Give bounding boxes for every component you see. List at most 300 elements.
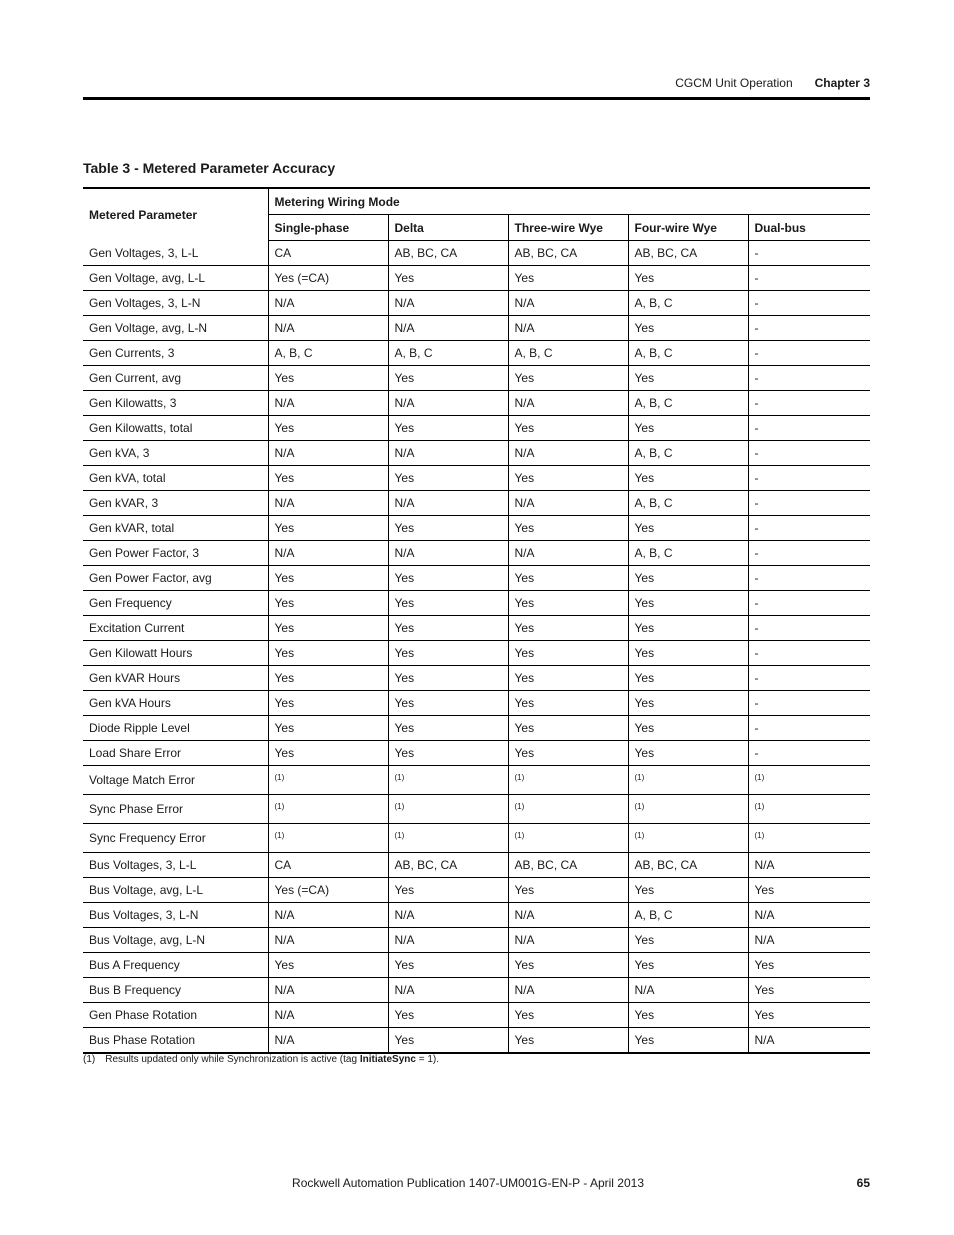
value-cell xyxy=(748,266,870,291)
table-cell: (1) xyxy=(514,802,525,811)
table-cell: Yes xyxy=(634,671,655,685)
table-cell: - xyxy=(754,521,759,535)
value-cell xyxy=(748,291,870,316)
value-cell xyxy=(388,416,508,441)
table-cell: Yes xyxy=(634,571,655,585)
table-cell: Yes xyxy=(514,696,535,710)
value-cell xyxy=(388,566,508,591)
value-cell xyxy=(388,1003,508,1028)
footnote-text-after: = 1). xyxy=(415,1054,440,1065)
value-cell xyxy=(748,795,870,824)
parameter-name: Gen Power Factor, avg xyxy=(89,571,212,585)
value-cell xyxy=(388,928,508,953)
parameter-name: Gen Current, avg xyxy=(89,371,182,385)
parameter-name: Gen Power Factor, 3 xyxy=(89,546,200,560)
table-cell: (1) xyxy=(514,773,525,782)
value-cell xyxy=(748,441,870,466)
table-cell: N/A xyxy=(394,983,415,997)
table-cell: N/A xyxy=(274,321,295,335)
table-cell: N/A xyxy=(754,908,775,922)
parameter-name: Gen Voltage, avg, L-N xyxy=(89,321,208,335)
value-cell xyxy=(388,541,508,566)
table-row xyxy=(83,903,870,928)
value-cell xyxy=(508,691,628,716)
table-cell: Yes xyxy=(514,621,535,635)
value-cell xyxy=(268,878,388,903)
value-cell xyxy=(628,1003,748,1028)
table-cell: Yes xyxy=(394,646,415,660)
running-header xyxy=(675,76,870,90)
table-row xyxy=(83,616,870,641)
value-cell xyxy=(628,416,748,441)
parameter-cell xyxy=(83,516,268,541)
table-row xyxy=(83,466,870,491)
table-cell: Yes xyxy=(274,471,295,485)
value-cell xyxy=(388,291,508,316)
table-cell: - xyxy=(754,721,759,735)
parameter-cell xyxy=(83,266,268,291)
value-cell xyxy=(268,641,388,666)
table-cell: - xyxy=(754,321,759,335)
table-cell: Yes xyxy=(394,371,415,385)
parameter-cell xyxy=(83,878,268,903)
table-cell: Yes xyxy=(514,958,535,972)
value-cell xyxy=(508,741,628,766)
parameter-cell xyxy=(83,641,268,666)
table-cell: Yes (=CA) xyxy=(274,883,330,897)
value-cell xyxy=(508,391,628,416)
table-row xyxy=(83,824,870,853)
value-cell xyxy=(268,716,388,741)
table-cell: - xyxy=(754,596,759,610)
parameter-name: Gen kVAR, 3 xyxy=(89,496,159,510)
table-cell: N/A xyxy=(394,396,415,410)
table-cell: N/A xyxy=(514,446,535,460)
value-cell xyxy=(388,666,508,691)
parameter-name: Gen Phase Rotation xyxy=(89,1008,198,1022)
table-row xyxy=(83,741,870,766)
value-cell xyxy=(748,641,870,666)
table-cell: Yes xyxy=(634,721,655,735)
table-cell: - xyxy=(754,446,759,460)
table-cell: - xyxy=(754,646,759,660)
table-cell: Yes xyxy=(274,646,295,660)
table-cell: N/A xyxy=(754,933,775,947)
table-cell: N/A xyxy=(514,546,535,560)
parameter-cell xyxy=(83,591,268,616)
value-cell xyxy=(268,795,388,824)
table-cell: AB, BC, CA xyxy=(394,246,458,260)
table-row xyxy=(83,928,870,953)
table-row xyxy=(83,341,870,366)
table-cell: Yes xyxy=(394,596,415,610)
table-cell: Yes xyxy=(514,371,535,385)
table-cell: N/A xyxy=(394,321,415,335)
table-cell: Yes xyxy=(394,746,415,760)
parameter-name: Excitation Current xyxy=(89,621,185,635)
value-cell xyxy=(508,766,628,795)
footnote-tag: InitiateSync xyxy=(359,1054,416,1065)
parameter-cell xyxy=(83,795,268,824)
table-cell: Yes xyxy=(394,671,415,685)
table-cell: (1) xyxy=(274,831,285,840)
value-cell xyxy=(748,903,870,928)
parameter-cell xyxy=(83,316,268,341)
table-row xyxy=(83,641,870,666)
parameter-name: Gen Voltages, 3, L-N xyxy=(89,296,201,310)
table-cell: Yes xyxy=(514,1008,535,1022)
value-cell xyxy=(628,953,748,978)
table-cell: A, B, C xyxy=(634,396,673,410)
parameter-cell xyxy=(83,291,268,316)
table-cell: N/A xyxy=(514,321,535,335)
value-cell xyxy=(508,291,628,316)
value-cell xyxy=(508,516,628,541)
table-cell: A, B, C xyxy=(514,346,553,360)
table-cell: Yes xyxy=(274,571,295,585)
value-cell xyxy=(748,366,870,391)
parameter-name: Bus Voltages, 3, L-N xyxy=(89,908,199,922)
table-cell: - xyxy=(754,671,759,685)
table-cell: AB, BC, CA xyxy=(634,858,698,872)
value-cell xyxy=(748,878,870,903)
table-cell: (1) xyxy=(754,773,765,782)
value-cell xyxy=(508,1003,628,1028)
table-cell: Yes xyxy=(514,671,535,685)
value-cell xyxy=(748,491,870,516)
value-cell xyxy=(748,466,870,491)
value-cell xyxy=(628,516,748,541)
value-cell xyxy=(628,266,748,291)
table-cell: CA xyxy=(274,858,292,872)
value-cell xyxy=(508,366,628,391)
parameter-cell xyxy=(83,1028,268,1054)
value-cell xyxy=(268,266,388,291)
table-cell: Yes xyxy=(634,1033,655,1047)
value-cell xyxy=(388,824,508,853)
value-cell xyxy=(508,878,628,903)
value-cell xyxy=(268,1028,388,1054)
parameter-cell xyxy=(83,903,268,928)
table-cell: Yes xyxy=(514,271,535,285)
parameter-cell xyxy=(83,928,268,953)
table-cell: Yes xyxy=(514,521,535,535)
table-cell: (1) xyxy=(394,773,405,782)
table-cell: (1) xyxy=(754,802,765,811)
table-cell: A, B, C xyxy=(634,446,673,460)
table-cell: Yes xyxy=(394,571,415,585)
value-cell xyxy=(388,641,508,666)
section-title: CGCM Unit Operation xyxy=(675,76,793,90)
table-cell: - xyxy=(754,571,759,585)
value-cell xyxy=(388,616,508,641)
table-cell: A, B, C xyxy=(634,296,673,310)
table-cell: Yes xyxy=(394,471,415,485)
value-cell xyxy=(268,1003,388,1028)
parameter-name: Load Share Error xyxy=(89,746,182,760)
value-cell xyxy=(268,853,388,878)
table-cell: (1) xyxy=(634,802,645,811)
table-cell: A, B, C xyxy=(394,346,433,360)
table-cell: (1) xyxy=(274,802,285,811)
table-cell: AB, BC, CA xyxy=(634,246,698,260)
table-cell: Yes xyxy=(634,958,655,972)
table-cell: (1) xyxy=(514,831,525,840)
value-cell xyxy=(268,691,388,716)
value-cell xyxy=(508,953,628,978)
value-cell xyxy=(748,541,870,566)
parameter-name: Bus A Frequency xyxy=(89,958,180,972)
parameter-cell xyxy=(83,666,268,691)
column-header: Single-phase xyxy=(268,215,388,241)
table-cell: N/A xyxy=(274,908,295,922)
value-cell xyxy=(628,691,748,716)
value-cell xyxy=(388,316,508,341)
table-cell: AB, BC, CA xyxy=(514,246,578,260)
table-cell: Yes xyxy=(394,421,415,435)
table-row xyxy=(83,491,870,516)
parameter-cell xyxy=(83,616,268,641)
value-cell xyxy=(628,391,748,416)
value-cell xyxy=(748,766,870,795)
value-cell xyxy=(628,1028,748,1054)
value-cell xyxy=(268,341,388,366)
parameter-cell xyxy=(83,391,268,416)
parameter-cell xyxy=(83,953,268,978)
value-cell xyxy=(628,241,748,266)
table-row xyxy=(83,716,870,741)
table-cell: N/A xyxy=(514,396,535,410)
value-cell xyxy=(268,928,388,953)
chapter-label: Chapter 3 xyxy=(814,76,870,90)
parameter-name: Gen Frequency xyxy=(89,596,172,610)
parameter-cell xyxy=(83,716,268,741)
value-cell xyxy=(268,291,388,316)
value-cell xyxy=(388,853,508,878)
table-cell: AB, BC, CA xyxy=(514,858,578,872)
value-cell xyxy=(508,591,628,616)
table-row xyxy=(83,541,870,566)
value-cell xyxy=(748,516,870,541)
table-cell: Yes xyxy=(514,421,535,435)
table-cell: - xyxy=(754,346,759,360)
table-row xyxy=(83,1003,870,1028)
table-row xyxy=(83,766,870,795)
table-cell: - xyxy=(754,271,759,285)
footnote xyxy=(83,1054,439,1065)
table-cell: N/A xyxy=(514,983,535,997)
column-header: Delta xyxy=(388,215,508,241)
value-cell xyxy=(628,441,748,466)
value-cell xyxy=(268,953,388,978)
table-cell: Yes xyxy=(274,746,295,760)
table-cell: Yes xyxy=(274,696,295,710)
table-cell: Yes xyxy=(274,371,295,385)
table-row xyxy=(83,316,870,341)
table-cell: Yes xyxy=(634,521,655,535)
table-row xyxy=(83,666,870,691)
value-cell xyxy=(628,491,748,516)
value-cell xyxy=(628,716,748,741)
parameter-name: Bus Voltage, avg, L-N xyxy=(89,933,206,947)
value-cell xyxy=(268,566,388,591)
value-cell xyxy=(628,566,748,591)
value-cell xyxy=(508,928,628,953)
value-cell xyxy=(628,741,748,766)
value-cell xyxy=(508,541,628,566)
parameter-cell xyxy=(83,366,268,391)
parameter-name: Gen Currents, 3 xyxy=(89,346,175,360)
table-row xyxy=(83,691,870,716)
table-cell: N/A xyxy=(394,446,415,460)
table-cell: - xyxy=(754,496,759,510)
value-cell xyxy=(388,766,508,795)
value-cell xyxy=(268,441,388,466)
table-cell: Yes xyxy=(634,271,655,285)
table-cell: Yes xyxy=(274,421,295,435)
value-cell xyxy=(748,953,870,978)
table-cell: N/A xyxy=(274,546,295,560)
footnote-text-before: Results updated only while Synchronization is active (tag xyxy=(105,1054,360,1065)
table-body xyxy=(83,241,870,1054)
value-cell xyxy=(748,928,870,953)
parameter-name: Gen Kilowatts, total xyxy=(89,421,193,435)
table-row xyxy=(83,566,870,591)
table-row xyxy=(83,441,870,466)
table-row xyxy=(83,266,870,291)
table-row xyxy=(83,953,870,978)
table-cell: N/A xyxy=(274,1033,295,1047)
parameter-name: Bus Voltage, avg, L-L xyxy=(89,883,204,897)
param-column-header: Metered Parameter xyxy=(83,188,268,241)
table-cell: (1) xyxy=(634,773,645,782)
wiring-mode-group-header: Metering Wiring Mode xyxy=(268,188,870,215)
table-cell: Yes xyxy=(274,958,295,972)
value-cell xyxy=(628,466,748,491)
parameter-cell xyxy=(83,566,268,591)
table-cell: (1) xyxy=(274,773,285,782)
table-cell: Yes xyxy=(394,883,415,897)
value-cell xyxy=(508,666,628,691)
value-cell xyxy=(748,341,870,366)
table-row xyxy=(83,516,870,541)
value-cell xyxy=(268,541,388,566)
parameter-name: Gen kVAR Hours xyxy=(89,671,181,685)
value-cell xyxy=(628,641,748,666)
table-cell: Yes xyxy=(634,621,655,635)
value-cell xyxy=(388,878,508,903)
table-cell: (1) xyxy=(754,831,765,840)
value-cell xyxy=(628,928,748,953)
value-cell xyxy=(628,616,748,641)
parameter-name: Voltage Match Error xyxy=(89,773,196,787)
footnote-mark: (1) xyxy=(83,1054,96,1065)
value-cell xyxy=(508,316,628,341)
parameter-name: Gen Voltages, 3, L-L xyxy=(89,245,199,260)
table-cell: N/A xyxy=(394,908,415,922)
value-cell xyxy=(508,716,628,741)
value-cell xyxy=(388,691,508,716)
value-cell xyxy=(388,516,508,541)
value-cell xyxy=(628,766,748,795)
table-cell: - xyxy=(754,471,759,485)
parameter-cell xyxy=(83,766,268,795)
page-number: 65 xyxy=(856,1176,870,1190)
table-cell: - xyxy=(754,746,759,760)
table-cell: A, B, C xyxy=(634,546,673,560)
table-cell: N/A xyxy=(274,983,295,997)
value-cell xyxy=(508,616,628,641)
value-cell xyxy=(508,566,628,591)
value-cell xyxy=(388,266,508,291)
value-cell xyxy=(508,1028,628,1054)
parameter-cell xyxy=(83,341,268,366)
table-cell: AB, BC, CA xyxy=(394,858,458,872)
value-cell xyxy=(388,741,508,766)
table-cell: Yes xyxy=(514,746,535,760)
table-cell: N/A xyxy=(754,858,775,872)
value-cell xyxy=(748,416,870,441)
table-cell: Yes (=CA) xyxy=(274,271,330,285)
table-cell: Yes xyxy=(514,471,535,485)
table-cell: Yes xyxy=(394,521,415,535)
parameter-cell xyxy=(83,824,268,853)
table-cell: CA xyxy=(274,246,292,260)
parameter-cell xyxy=(83,978,268,1003)
table-cell: Yes xyxy=(634,371,655,385)
value-cell xyxy=(508,341,628,366)
value-cell xyxy=(268,978,388,1003)
table-cell: Yes xyxy=(634,933,655,947)
table-cell: A, B, C xyxy=(634,496,673,510)
table-cell: Yes xyxy=(754,1008,775,1022)
table-row xyxy=(83,878,870,903)
value-cell xyxy=(388,1028,508,1054)
parameter-cell xyxy=(83,241,268,266)
table-cell: Yes xyxy=(634,646,655,660)
header-divider xyxy=(83,97,870,100)
table-cell: Yes xyxy=(754,958,775,972)
table-row xyxy=(83,795,870,824)
table-cell: Yes xyxy=(394,621,415,635)
value-cell xyxy=(268,466,388,491)
metered-parameter-table xyxy=(83,187,870,1054)
table-cell: Yes xyxy=(274,621,295,635)
parameter-name: Gen kVA Hours xyxy=(89,696,171,710)
value-cell xyxy=(268,741,388,766)
parameter-name: Gen kVAR, total xyxy=(89,521,175,535)
table-cell: Yes xyxy=(514,646,535,660)
value-cell xyxy=(508,641,628,666)
table-cell: A, B, C xyxy=(634,346,673,360)
parameter-cell xyxy=(83,466,268,491)
table-cell: Yes xyxy=(634,696,655,710)
table-cell: N/A xyxy=(514,908,535,922)
table-cell: N/A xyxy=(394,496,415,510)
table-cell: - xyxy=(754,696,759,710)
value-cell xyxy=(628,853,748,878)
value-cell xyxy=(508,416,628,441)
table-cell: - xyxy=(754,621,759,635)
parameter-cell xyxy=(83,541,268,566)
table-cell: Yes xyxy=(274,596,295,610)
table-cell: Yes xyxy=(514,721,535,735)
parameter-name: Gen Kilowatts, 3 xyxy=(89,396,177,410)
table-cell: N/A xyxy=(514,933,535,947)
table-cell: N/A xyxy=(274,396,295,410)
table-cell: - xyxy=(754,546,759,560)
parameter-name: Sync Phase Error xyxy=(89,802,184,816)
